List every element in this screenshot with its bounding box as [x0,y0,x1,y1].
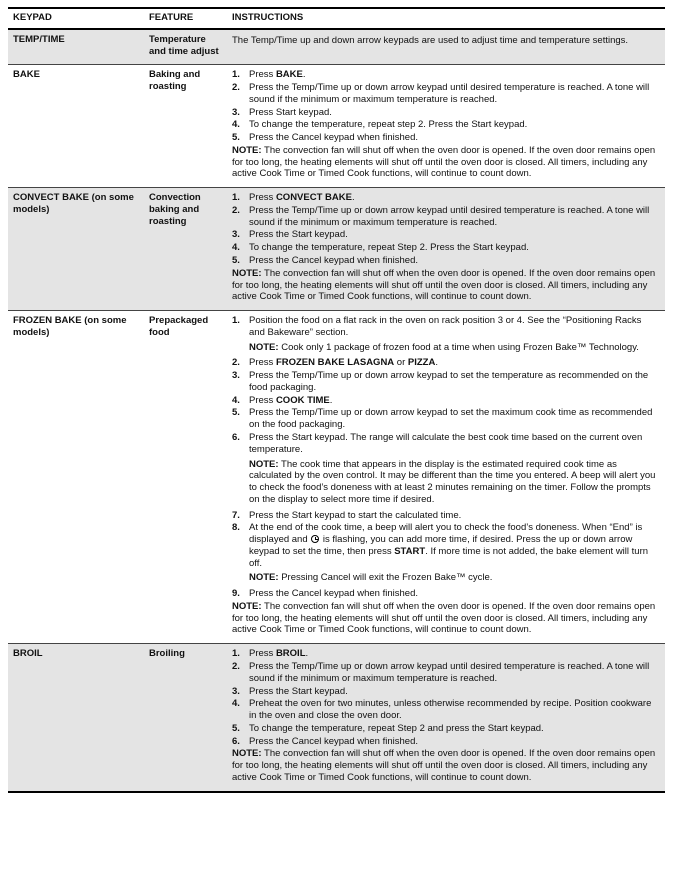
instruction-step [232,698,657,722]
instruction-step [232,432,657,509]
instruction-step [232,192,657,204]
note-label: NOTE: [249,341,279,353]
header-keypad: KEYPAD [13,12,52,23]
step-number: 1. [232,315,240,327]
step-number: 5. [232,132,240,144]
step-number: 3. [232,106,240,118]
step-text: Press the Cancel keypad when finished. [249,735,418,747]
step-number: 4. [232,242,240,254]
bold-text: FROZEN BAKE LASAGNA [275,357,395,369]
instruction-step [232,132,657,144]
step-text: Press the Cancel keypad when finished. [249,132,418,144]
step-text: Press COOK TIME. [249,394,333,406]
instruction-step [232,736,657,748]
step-number: 5. [232,255,240,267]
step-number: 6. [232,735,240,747]
table-body [8,30,665,791]
bold-text: BAKE [275,69,303,81]
instruction-step [232,723,657,735]
instruction-step [232,315,657,356]
step-number: 2. [232,204,240,216]
step-text: Press the Temp/Time up or down arrow keypad to set the maximum cook time as recommended on the food packaging. [249,407,653,431]
instruction-step [232,82,657,106]
step-text: To change the temperature, repeat step 2. Press the Start keypad. [249,119,528,131]
step-number: 1. [232,192,240,204]
bold-text: PIZZA [407,357,436,369]
step-number: 5. [232,722,240,734]
note: NOTE: Pressing Cancel will exit the Frozen Bake™ cycle. [249,572,493,584]
instructions-cell [228,644,665,790]
instruction-step [232,357,657,369]
step-text: To change the temperature, repeat Step 2. Press the Start keypad. [249,242,529,254]
instruction-step [232,686,657,698]
step-number: 4. [232,119,240,131]
table-row-frozen-bake-on-some-models [8,311,665,644]
feature-name: Convection baking and roasting [149,192,201,227]
instruction-step [232,205,657,229]
step-number: 2. [232,357,240,369]
instructions-cell [228,188,665,310]
bold-text: COOK TIME [275,394,330,406]
step-text: Press BROIL. [249,648,309,660]
step-number: 1. [232,69,240,81]
step-number: 1. [232,648,240,660]
step-text: Press the Start keypad. [249,229,348,241]
feature-name: Prepackaged food [149,315,209,338]
step-text: Press Start keypad. [249,106,332,118]
step-number: 6. [232,431,240,443]
instruction-step [232,522,657,587]
feature-name: Broiling [149,648,185,660]
instruction-step [232,407,657,431]
bold-text: CONVECT BAKE [275,192,352,204]
step-number: 4. [232,394,240,406]
note-label: NOTE: [249,458,279,470]
note: NOTE: The convection fan will shut off when the oven door is opened. If the oven door remains open for too long, the heating elements will shut off until the oven door is closed. All timers, including any active Cook Time or Timed Cook functions, will continue to count down. [232,267,656,303]
step-text: Press the Start keypad. [249,685,348,697]
instruction-step [232,395,657,407]
note-label: NOTE: [232,267,262,279]
step-number: 3. [232,370,240,382]
table-row-bake [8,65,665,188]
step-text: Press FROZEN BAKE LASAGNA or PIZZA. [249,357,438,369]
step-text: To change the temperature, repeat Step 2 and press the Start keypad. [249,722,544,734]
instruction-step [232,242,657,254]
table-row-broil [8,644,665,790]
instructions-intro: The Temp/Time up and down arrow keypads are used to adjust time and temperature settings. [232,34,629,46]
step-number: 2. [232,660,240,672]
step-text: Press BAKE. [249,69,306,81]
step-number: 3. [232,685,240,697]
step-text: Press the Cancel keypad when finished. [249,255,418,267]
keypad-instructions-table [8,7,665,793]
instructions-cell [228,311,665,643]
step-number: 8. [232,522,240,534]
keypad-name: TEMP/TIME [13,33,65,45]
instruction-step [232,255,657,267]
note: NOTE: The convection fan will shut off when the oven door is opened. If the oven door remains open for too long, the heating elements will shut off until the oven door is closed. All timers, including any active Cook Time or Timed Cook functions, will continue to count down. [232,748,656,783]
feature-name: Baking and roasting [149,69,201,93]
note: NOTE: The cook time that appears in the display is the estimated required cook time as calculated by the oven control. It may be different than the time you entered. A beep will alert you to check the food’s doneness with at least 2 minutes remaining on the timer. Follow the prompts on the display to select more time if desired. [249,458,656,505]
keypad-name: BROIL [13,648,43,660]
step-text: Press the Temp/Time up or down arrow keypad until desired temperature is reached. A tone will sound if the minimum or maximum temperature is reached. [249,660,650,684]
table-row-temp-time [8,30,665,66]
step-text: Position the food on a flat rack in the oven on rack position 3 or 4. See the “Positioning Racks and Bakeware” section. NOTE: Cook only 1 package of frozen food at a time when using Frozen Bake™ Technology. [249,315,657,356]
step-number: 3. [232,229,240,241]
note-label: NOTE: [232,600,262,612]
keypad-name: CONVECT BAKE (on some models) [13,192,134,215]
header-feature: FEATURE [149,12,194,23]
note: NOTE: The convection fan will shut off when the oven door is opened. If the oven door remains open for too long, the heating elements will shut off until the oven door is closed. All timers, including any active Cook Time or Timed Cook functions, will continue to count down. [232,600,656,636]
step-text: Press the Temp/Time up or down arrow keypad until desired temperature is reached. A tone will sound if the minimum or maximum temperature is reached. [249,82,650,105]
step-number: 7. [232,509,240,521]
keypad-name: FROZEN BAKE (on some models) [13,315,127,338]
note-label: NOTE: [232,144,262,156]
step-text: Preheat the oven for two minutes, unless otherwise recommended by recipe. Position cookware in the oven and close the oven door. [249,698,652,722]
bold-text: START [394,545,426,557]
instruction-step [232,119,657,131]
step-text: Press the Cancel keypad when finished. [249,588,418,600]
table-row-convect-bake-on-some-models [8,188,665,311]
clock-icon [311,535,319,543]
note-label: NOTE: [249,572,279,584]
instruction-step [232,370,657,394]
instruction-step [232,510,657,522]
step-text: Press CONVECT BAKE. [249,192,355,204]
step-text: Press the Temp/Time up or down arrow keypad until desired temperature is reached. A tone will sound if the minimum or maximum temperature is reached. [249,204,650,228]
instruction-step [232,229,657,241]
step-number: 2. [232,82,240,94]
instructions-cell [228,30,665,65]
note: NOTE: Cook only 1 package of frozen food at a time when using Frozen Bake™ Technology. [249,341,639,353]
table-header-row [8,9,665,30]
instructions-cell [228,65,665,187]
step-text: Press the Temp/Time up or down arrow keypad to set the temperature as recommended on the food packaging. [249,370,649,393]
note: NOTE: The convection fan will shut off when the oven door is opened. If the oven door remains open for too long, the heating elements will shut off until the oven door is closed. All timers, including any active Cook Time or Timed Cook functions, will continue to count down. [232,144,656,180]
step-text: At the end of the cook time, a beep will alert you to check the food’s doneness. When “End” is displayed and is flashing, you can add more time, if desired. Press the up or down arrow keypad to set the time, then press START. If more time is not added, the bake element will turn off. NOTE: Pressing Cancel will exit the Frozen Bake™ cycle. [249,522,657,587]
step-number: 5. [232,407,240,419]
instruction-step [232,661,657,685]
instruction-step [232,107,657,119]
note-label: NOTE: [232,748,262,760]
step-text: Press the Start keypad to start the calculated time. [249,509,462,521]
instruction-step [232,588,657,600]
step-number: 9. [232,588,240,600]
instruction-step [232,648,657,660]
step-number: 4. [232,698,240,710]
bold-text: BROIL [275,648,306,660]
step-text: Press the Start keypad. The range will calculate the best cook time based on the current oven temperature. NOTE: The cook time that appears in the display is the estimated required cook time as calculated by the oven control. It may be different than the time you entered. A beep will alert you to check the food’s doneness with at least 2 minutes remaining on the timer. Follow the prompts on the display to select more time if desired. [249,431,656,505]
header-instructions: INSTRUCTIONS [232,12,304,23]
keypad-name: BAKE [13,69,40,81]
feature-name: Temperature and time adjust [149,33,219,57]
instruction-step [232,69,657,81]
